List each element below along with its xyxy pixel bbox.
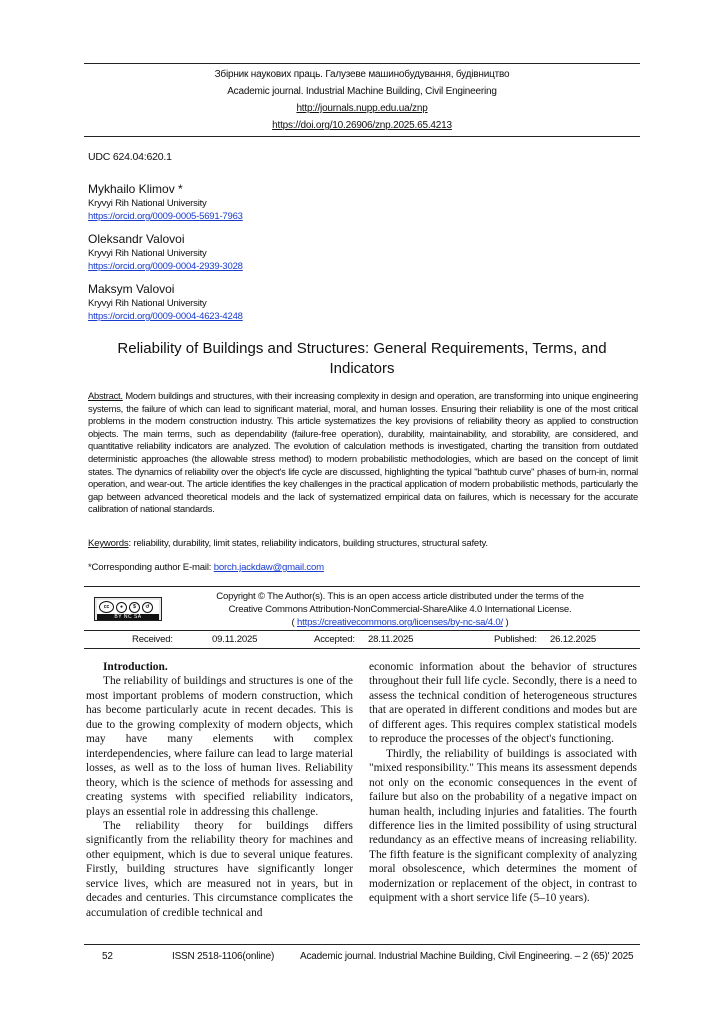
right-paragraph-1: economic information about the behavior of structures throughout their full life cycle. Secondly, there is a need to assess the technical condition of heterogeneous structures that are operated in different conditions and modes but are of different ages. This requires complex statistical models to reproduce the processes of the object's functioning. [369,661,637,746]
sa-share-icon: ↺ [142,602,153,613]
abstract-label: Abstract. [88,390,123,401]
cc-badge-icons [97,600,159,614]
abstract-text: Modern buildings and structures, with their increasing complexity in design and operation, are transforming into unique engineering systems, the failure of which can lead to significant material, moral, and human losses. Ensuring their reliability is one of the most critical problems in the modern construction industry. This article systematizes the key provisions of reliability theory as applied to construction objects. The main terms, such as dependability (failure-free operation), durability, maintainability, and storability, are considered, and quantitative reliability indicators are analyzed. The evolution of calculation methods is investigated, charting the transition from outdated deterministic approaches (the allowable stress method) to modern probabilistic methodologies, which are based on the concept of limit states. The dynamics of reliability over the object's life cycle are discussed, highlighting the typical "bathtub curve" phases of burn-in, normal operation, and wear-out. The article identifies the key challenges in the practical application of modern probabilistic methods, particularly the gap between advanced theoretical models and the lack of systematized empirical data on failures, which is necessary for the accurate calibration of national standards. [88,390,638,515]
header-bottom-rule [84,136,640,137]
author-affiliation: Kryvyi Rih National University [88,248,207,259]
abstract [88,390,638,516]
license-paren-open: ( [291,617,295,628]
dates-row [84,632,640,647]
left-paragraph-1: The reliability of buildings and structures is one of the most important problems of modern construction, which has become particularly acute in recent decades. This is due to the growing complexity of modern objects, which may have many elements with complex interdependencies, where failure can lead to large material losses, as well as to the loss of human lives. Reliability theory, which is the science of methods for assessing and creating systems with specified reliability indicators, plays an essential role in addressing this challenge. [86,675,353,818]
cc-badge-label: BY NC SA [97,614,159,620]
article-title-line-1: Reliability of Buildings and Structures: General Requirements, Terms, and [117,340,607,357]
author-block-2 [88,232,243,273]
body-right-column [369,660,637,906]
dates-bottom-rule [84,648,640,649]
accepted-label: Accepted: [314,634,355,645]
accepted-date: 28.11.2025 [368,634,414,645]
article-title-line-2: Indicators [329,360,395,377]
journal-url[interactable]: http://journals.nupp.edu.ua/znp [296,103,428,114]
author-orcid-link[interactable]: https://orcid.org/0009-0004-4623-4248 [88,311,243,322]
by-person-icon: ● [116,602,127,613]
license-top-rule [84,586,640,587]
page-number: 52 [102,951,113,962]
udc-code: UDC 624.04:620.1 [88,151,172,163]
footer-rule [84,944,640,945]
keywords [88,538,638,549]
license-text [180,590,620,629]
cc-icon: cc [99,601,114,613]
right-paragraph-2: Thirdly, the reliability of buildings is associated with "mixed responsibility." This means its assessment depends not only on the economic consequences in the event of failure but also on the probability of a negative impact on human health, including injuries and fatalities. The fourth difference lies in the limited possibility of using structural redundancy as an effective means of increasing reliability. The fifth feature is the significant complexity of analyzing moral obsolescence, which determines the moment of modernization or replacement of the object, in contrast to equipment with a short service life (5–10 years). [369,747,637,905]
license-line-3 [180,616,620,629]
article-title [84,339,640,379]
corresponding-label: *Corresponding author E-mail: [88,562,214,573]
footer-journal: Academic journal. Industrial Machine Building, Civil Engineering. – 2 (65)' 2025 [300,951,634,962]
license-paren-close: ) [505,617,509,628]
author-orcid-link[interactable]: https://orcid.org/0009-0005-5691-7963 [88,211,243,222]
journal-header [84,66,640,134]
author-name: Oleksandr Valovoi [88,232,185,246]
journal-title-ua: Збірник наукових праць. Галузеве машинобудування, будівництво [214,69,510,80]
journal-title-en: Academic journal. Industrial Machine Building, Civil Engineering [227,86,497,97]
license-mid-rule [84,630,640,631]
author-name: Mykhailo Klimov * [88,182,183,196]
corresponding-author [88,562,324,573]
left-paragraph-2: The reliability theory for buildings differs significantly from the reliability theory for machines and other equipment, which is due to several unique features. Firstly, building structures have significantly longer service lives, which are measured not in years, but in decades and centuries. This circumstance complicates the accumulation of credible technical and [86,819,353,919]
received-label: Received: [132,634,173,645]
keywords-text: : reliability, durability, limit states, reliability indicators, building structures, structural safety. [128,538,488,549]
license-link[interactable]: https://creativecommons.org/licenses/by-nc-sa/4.0/ [297,617,503,628]
license-line-2: Creative Commons Attribution-NonCommercial-ShareAlike 4.0 International License. [228,604,572,615]
header-top-rule [84,63,640,64]
keywords-label: Keywords [88,538,129,549]
author-affiliation: Kryvyi Rih National University [88,298,207,309]
corresponding-email-link[interactable]: borch.jackdaw@gmail.com [213,562,324,573]
cc-license-badge[interactable] [94,597,162,621]
intro-heading: Introduction. [103,661,168,673]
received-date: 09.11.2025 [212,634,258,645]
author-orcid-link[interactable]: https://orcid.org/0009-0004-2939-3028 [88,261,243,272]
article-doi[interactable]: https://doi.org/10.26906/znp.2025.65.4213 [272,120,452,131]
footer-issn: ISSN 2518-1106(online) [172,951,275,962]
body-left-column [86,660,353,920]
author-block-3 [88,282,243,323]
author-name: Maksym Valovoi [88,282,175,296]
author-affiliation: Kryvyi Rih National University [88,198,207,209]
license-line-1: Copyright © The Author(s). This is an open access article distributed under the terms of the [216,591,584,602]
published-label: Published: [494,634,537,645]
nc-dollar-icon: $ [129,602,140,613]
published-date: 26.12.2025 [550,634,597,645]
author-block-1 [88,182,243,223]
